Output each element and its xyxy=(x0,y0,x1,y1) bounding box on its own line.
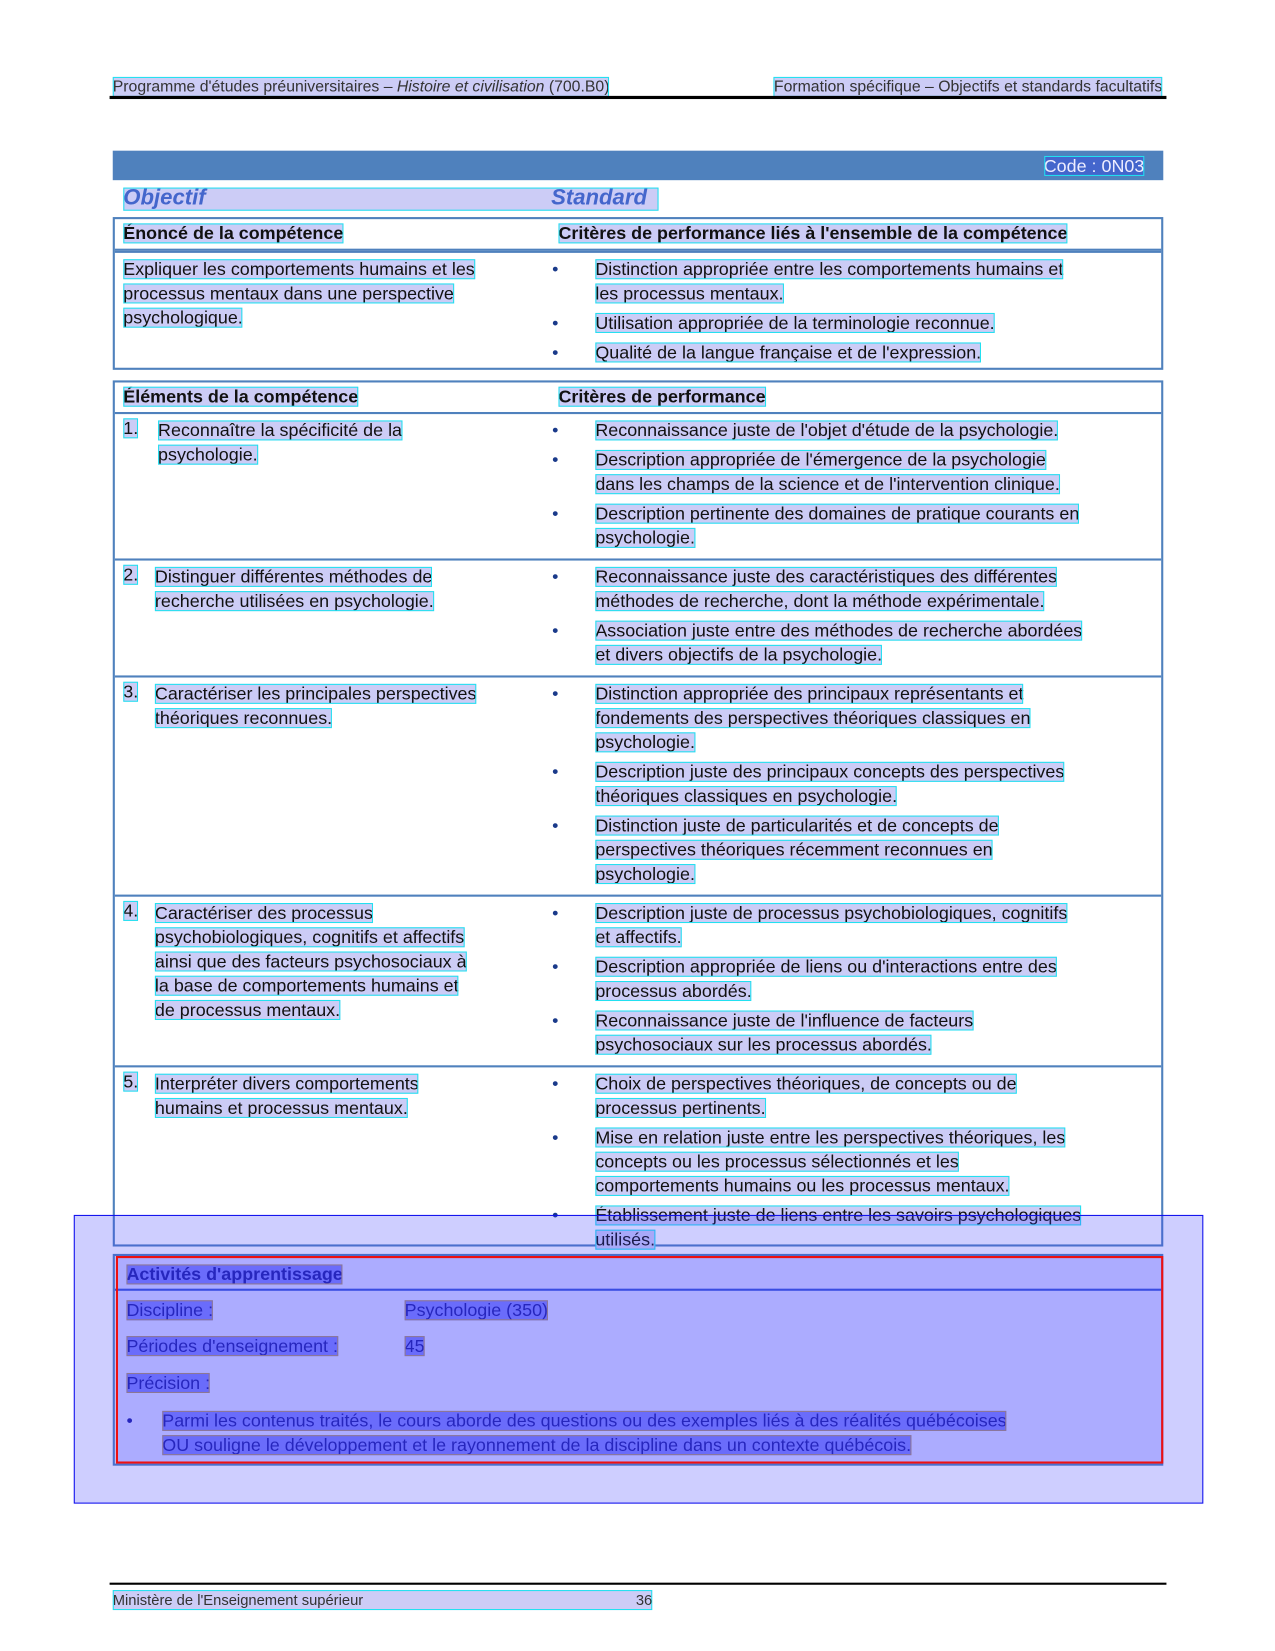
bullet-icon: • xyxy=(552,449,559,470)
periods-value: 45 xyxy=(404,1336,425,1357)
bullet-icon: • xyxy=(552,761,559,782)
bullet-icon: • xyxy=(552,815,559,836)
element-line-wrap xyxy=(123,949,552,973)
criterion-line-wrap xyxy=(595,862,1161,886)
element-line: psychobiologiques, cognitifs et affectifs xyxy=(154,927,465,948)
criterion-line: Établissement juste de liens entre les savoirs psychologiques xyxy=(595,1205,1082,1226)
header-left-italic: Histoire et civilisation xyxy=(396,77,545,96)
header-rule xyxy=(110,96,1167,99)
criterion-line-wrap xyxy=(595,925,1161,949)
criterion-line: Distinction appropriée entre les comportements humains et xyxy=(595,259,1064,280)
footer-rule xyxy=(110,1583,1167,1585)
criterion-line: processus abordés. xyxy=(595,980,752,1002)
criterion-line-wrap xyxy=(595,502,1161,526)
bullet-icon: • xyxy=(552,1127,559,1148)
criterion-line: et affectifs. xyxy=(595,927,682,948)
elements-heading-left: Éléments de la compétence xyxy=(123,386,359,407)
header-left-suffix: (700.B0) xyxy=(544,77,610,96)
enonce-line: psychologique. xyxy=(123,307,243,328)
criterion-line: Reconnaissance juste de l'objet d'étude de la psychologie. xyxy=(595,420,1059,441)
criterion-line: Reconnaissance juste de l'influence de facteurs xyxy=(595,1010,974,1031)
running-header-left xyxy=(113,77,610,97)
bullet-icon: • xyxy=(552,566,559,587)
enonce-table xyxy=(113,217,1164,370)
criterion-line: Description juste de processus psychobiologiques, cognitifs xyxy=(595,903,1068,924)
element-line: Distinguer différentes méthodes de xyxy=(154,566,433,587)
criterion-line-wrap xyxy=(595,311,1161,335)
element-text xyxy=(115,565,552,667)
element-line-wrap xyxy=(123,682,552,706)
criterion-line: Mise en relation juste entre les perspectives théoriques, les xyxy=(595,1127,1066,1148)
footer-ministry: Ministère de l'Enseignement supérieur xyxy=(112,1591,364,1608)
objectif-label: Objectif xyxy=(123,185,206,210)
enonce-row xyxy=(115,251,1161,373)
criterion-item xyxy=(552,1125,1161,1198)
criterion-line-wrap xyxy=(595,955,1161,979)
element-line-wrap xyxy=(123,706,552,730)
precision-label: Précision : xyxy=(126,1372,211,1393)
criterion-line: Utilisation appropriée de la terminologie reconnue. xyxy=(595,312,995,333)
criterion-item xyxy=(552,340,1161,364)
criterion-line-wrap xyxy=(595,760,1161,784)
criterion-item xyxy=(552,813,1161,886)
criterion-line: Distinction appropriée des principaux représentants et xyxy=(595,683,1024,704)
criterion-item xyxy=(552,418,1161,442)
activities-divider xyxy=(115,1289,1161,1291)
element-number: 4. xyxy=(123,900,139,921)
element-line-wrap xyxy=(123,1096,552,1120)
element-line-wrap xyxy=(123,418,552,442)
element-line: la base de comportements humains et xyxy=(154,975,459,996)
criterion-line-wrap xyxy=(595,281,1161,305)
enonce-heading-left: Énoncé de la compétence xyxy=(123,223,344,244)
criterion-line: les processus mentaux. xyxy=(595,283,784,304)
bullet-icon: • xyxy=(126,1410,133,1431)
element-row xyxy=(115,1065,1161,1260)
criteria-column xyxy=(552,257,1161,364)
bullet-icon: • xyxy=(552,620,559,641)
enonce-text xyxy=(115,257,552,364)
element-line-wrap xyxy=(123,974,552,998)
precision-line: OU souligne le développement et le rayonnement de la discipline dans un contexte québécois. xyxy=(162,1435,912,1456)
activities-box xyxy=(113,1254,1164,1466)
criterion-line: psychologie. xyxy=(595,527,695,548)
criterion-item xyxy=(552,448,1161,496)
bullet-icon: • xyxy=(552,683,559,704)
criterion-line: Qualité de la langue française et de l'expression. xyxy=(595,342,982,363)
criterion-line: psychologie. xyxy=(595,732,695,753)
enonce-line-wrap xyxy=(123,306,552,330)
element-line-wrap xyxy=(123,589,552,613)
element-text xyxy=(115,682,552,886)
criterion-line: Distinction juste de particularités et de concepts de xyxy=(595,815,999,836)
periods-label: Périodes d'enseignement : xyxy=(126,1336,338,1357)
criteria-column xyxy=(552,682,1161,886)
bullet-icon: • xyxy=(552,1010,559,1031)
criterion-line: perspectives théoriques récemment reconnues en xyxy=(595,839,993,860)
element-line-wrap xyxy=(123,901,552,925)
bullet-icon: • xyxy=(552,956,559,977)
criterion-line-wrap xyxy=(595,1096,1161,1120)
discipline-label: Discipline : xyxy=(126,1300,214,1321)
elements-header xyxy=(115,382,1161,414)
criterion-line-wrap xyxy=(595,784,1161,808)
criteria-column xyxy=(552,418,1161,550)
element-text xyxy=(115,1072,552,1252)
header-left-prefix: Programme d'études préuniversitaires – xyxy=(112,77,397,96)
code-bar xyxy=(113,151,1164,181)
bullet-icon: • xyxy=(552,1205,559,1226)
criterion-item xyxy=(552,1008,1161,1056)
criterion-line-wrap xyxy=(595,1125,1161,1149)
bullet-icon: • xyxy=(552,312,559,333)
criterion-item xyxy=(552,502,1161,550)
criterion-item xyxy=(552,311,1161,335)
element-line-wrap xyxy=(123,998,552,1022)
criterion-line-wrap xyxy=(595,682,1161,706)
bullet-icon: • xyxy=(552,503,559,524)
criterion-line: et divers objectifs de la psychologie. xyxy=(595,644,883,665)
criterion-line-wrap xyxy=(595,1008,1161,1032)
header-right-text: Formation spécifique – Objectifs et standards facultatifs xyxy=(773,77,1163,96)
criterion-line-wrap xyxy=(595,1072,1161,1096)
element-line: ainsi que des facteurs psychosociaux à xyxy=(154,951,467,972)
criterion-line-wrap xyxy=(595,1150,1161,1174)
criterion-line: Description juste des principaux concepts des perspectives xyxy=(595,761,1065,782)
criterion-line: méthodes de recherche, dont la méthode expérimentale. xyxy=(595,591,1045,612)
element-text xyxy=(115,418,552,550)
element-line-wrap xyxy=(123,443,552,467)
element-number: 5. xyxy=(123,1071,139,1092)
criterion-item xyxy=(552,760,1161,808)
element-row xyxy=(115,414,1161,558)
criterion-item xyxy=(552,1072,1161,1120)
criterion-line: Choix de perspectives théoriques, de concepts ou de xyxy=(595,1073,1017,1094)
criterion-line: processus pertinents. xyxy=(595,1097,766,1118)
enonce-heading-right: Critères de performance liés à l'ensemble de la compétence xyxy=(558,223,1068,244)
element-line-wrap xyxy=(123,565,552,589)
criterion-line-wrap xyxy=(595,418,1161,442)
page-number: 36 xyxy=(635,1591,653,1608)
criterion-line-wrap xyxy=(595,340,1161,364)
bullet-icon: • xyxy=(552,903,559,924)
criterion-item xyxy=(552,565,1161,613)
enonce-header xyxy=(115,219,1161,251)
criteria-column xyxy=(552,565,1161,667)
bullet-icon: • xyxy=(552,259,559,280)
running-header-right xyxy=(774,77,1162,97)
standard-label: Standard xyxy=(551,185,647,210)
elements-table xyxy=(113,380,1164,1250)
criterion-item xyxy=(552,257,1161,305)
element-number: 3. xyxy=(123,681,139,702)
criterion-line-wrap xyxy=(595,706,1161,730)
criterion-line: Reconnaissance juste des caractéristiques des différentes xyxy=(595,566,1058,587)
criterion-line: concepts ou les processus sélectionnés et les xyxy=(595,1151,959,1172)
criterion-line: psychosociaux sur les processus abordés. xyxy=(595,1034,932,1055)
element-row xyxy=(115,895,1161,1066)
criterion-item xyxy=(552,901,1161,949)
criterion-line-wrap xyxy=(595,1203,1161,1227)
criterion-line-wrap xyxy=(595,448,1161,472)
criterion-line: dans les champs de la science et de l'intervention clinique. xyxy=(595,474,1060,495)
criterion-line-wrap xyxy=(595,472,1161,496)
criterion-line-wrap xyxy=(595,619,1161,643)
criterion-line-wrap xyxy=(595,838,1161,862)
element-text xyxy=(115,901,552,1057)
criterion-item xyxy=(552,682,1161,755)
element-line-wrap xyxy=(123,925,552,949)
criterion-line-wrap xyxy=(595,589,1161,613)
element-number: 2. xyxy=(123,564,139,585)
enonce-line: processus mentaux dans une perspective xyxy=(123,283,454,304)
element-line: Interpréter divers comportements xyxy=(154,1073,419,1094)
criterion-line-wrap xyxy=(595,643,1161,667)
enonce-line-wrap xyxy=(123,257,552,281)
criterion-line-wrap xyxy=(595,526,1161,550)
criterion-line-wrap xyxy=(595,979,1161,1003)
criteria-column xyxy=(552,901,1161,1057)
element-row xyxy=(115,558,1161,675)
element-line-wrap xyxy=(123,1072,552,1096)
criterion-line-wrap xyxy=(595,901,1161,925)
activities-title: Activités d'apprentissage xyxy=(126,1264,343,1285)
element-row xyxy=(115,675,1161,894)
element-line: Caractériser les principales perspectives xyxy=(154,683,477,704)
bullet-icon: • xyxy=(552,1073,559,1094)
criterion-item xyxy=(552,955,1161,1003)
criterion-line-wrap xyxy=(595,1174,1161,1198)
criterion-line: fondements des perspectives théoriques classiques en xyxy=(595,708,1031,729)
criterion-line-wrap xyxy=(595,1228,1161,1252)
criterion-line: Description pertinente des domaines de pratique courants en xyxy=(595,503,1080,524)
element-line: Caractériser des processus xyxy=(154,903,373,924)
criteria-column xyxy=(552,1072,1161,1252)
enonce-line: Expliquer les comportements humains et les xyxy=(123,259,475,280)
criterion-line: Description appropriée de liens ou d'interactions entre des xyxy=(595,956,1057,977)
element-line: de processus mentaux. xyxy=(154,999,341,1020)
criterion-item xyxy=(552,619,1161,667)
element-line: recherche utilisées en psychologie. xyxy=(154,591,434,612)
criterion-line: théoriques classiques en psychologie. xyxy=(595,786,898,807)
criterion-line: Association juste entre des méthodes de recherche abordées xyxy=(595,620,1083,641)
criterion-line-wrap xyxy=(595,730,1161,754)
objectif-standard-row xyxy=(123,185,658,218)
criterion-line: comportements humains ou les processus mentaux. xyxy=(595,1175,1010,1196)
precision-line: Parmi les contenus traités, le cours aborde des questions ou des exemples liés à des réalités québécoises xyxy=(162,1410,1007,1431)
element-line: théoriques reconnues. xyxy=(154,708,333,729)
criterion-line: psychologie. xyxy=(595,864,695,885)
criterion-line: Description appropriée de l'émergence de la psychologie xyxy=(595,449,1046,470)
criterion-line-wrap xyxy=(595,565,1161,589)
criterion-line-wrap xyxy=(595,1033,1161,1057)
element-line: psychologie. xyxy=(158,444,258,465)
criterion-line: utilisés. xyxy=(595,1229,656,1250)
element-line: Reconnaître la spécificité de la xyxy=(158,420,403,441)
criterion-line-wrap xyxy=(595,257,1161,281)
bullet-icon: • xyxy=(552,420,559,441)
enonce-line-wrap xyxy=(123,281,552,305)
bullet-icon: • xyxy=(552,342,559,363)
code-label: Code : 0N03 xyxy=(1043,155,1145,176)
criterion-line-wrap xyxy=(595,813,1161,837)
element-number: 1. xyxy=(123,418,139,439)
discipline-value: Psychologie (350) xyxy=(404,1300,549,1321)
criterion-item xyxy=(552,1203,1161,1251)
elements-heading-right: Critères de performance xyxy=(558,386,766,407)
element-line: humains et processus mentaux. xyxy=(154,1097,408,1118)
